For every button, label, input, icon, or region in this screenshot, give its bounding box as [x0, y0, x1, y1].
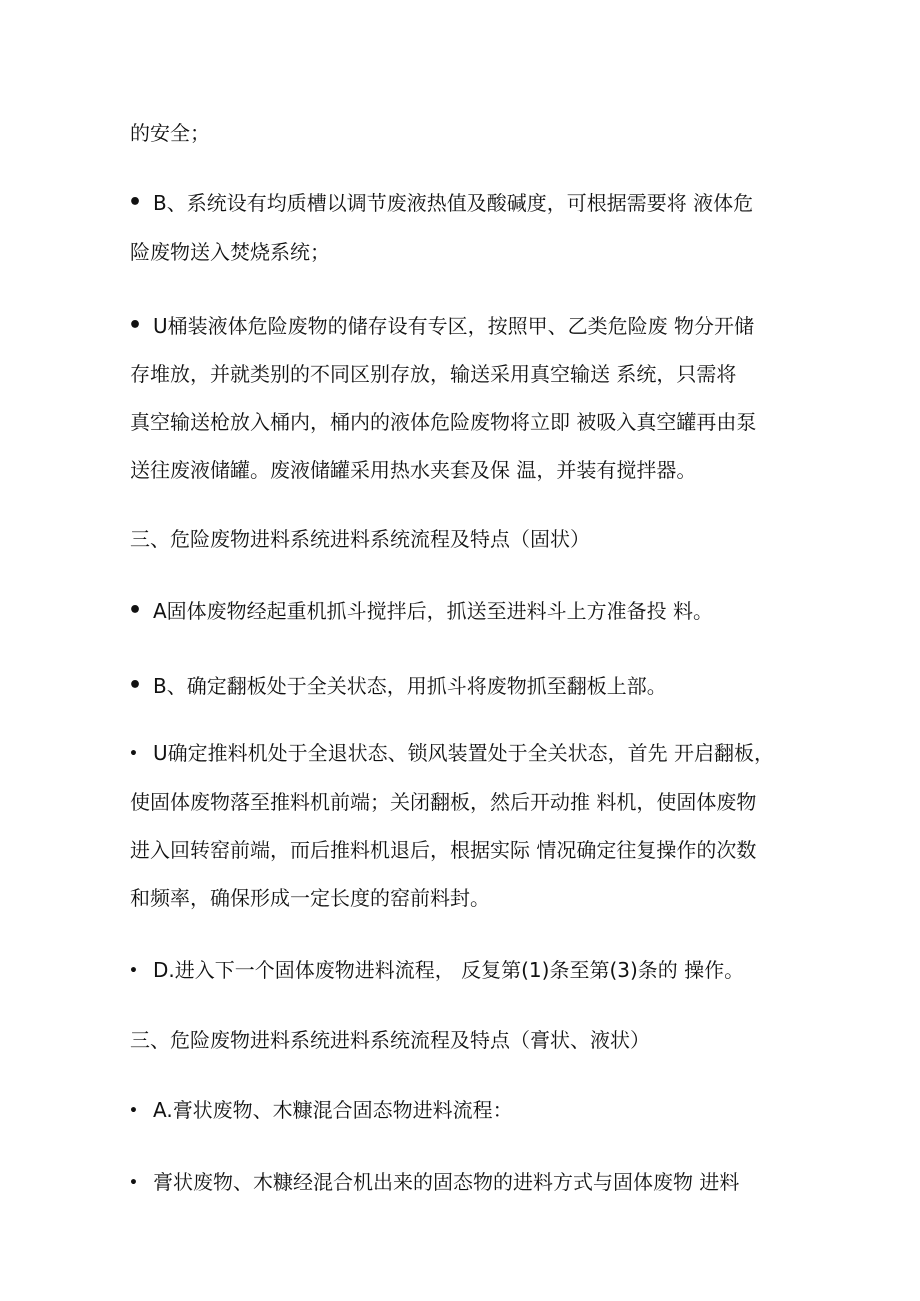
- text-line: B、系统设有均质槽以调节废液热值及酸碱度，可根据需要将 液体危: [153, 191, 754, 215]
- bullet: •: [128, 673, 143, 698]
- text-line: A固体废物经起重机抓斗搅拌后，抓送至进料斗上方准备投 料。: [153, 599, 714, 623]
- text-line: U确定推料机处于全退状态、锁风装置处于全关状态，首先 开启翻板，: [153, 741, 774, 765]
- bullet: •: [128, 598, 143, 623]
- bullet: •: [129, 746, 138, 762]
- text-line: 存堆放，并就类别的不同区别存放，输送采用真空输送 系统，只需将: [130, 362, 737, 386]
- text-line: 险废物送入焚烧系统；: [130, 240, 330, 264]
- text-line: 使固体废物落至推料机前端；关闭翻板，然后开动推 料机，使固体废物: [130, 790, 757, 814]
- bullet: •: [129, 963, 138, 979]
- text-line: U桶装液体危险废物的储存设有专区，按照甲、乙类危险废 物分开储: [153, 314, 754, 338]
- text-line: 和频率，确保形成一定长度的窑前料封。: [130, 886, 490, 910]
- section-heading: 三、危险废物进料系统进料系统流程及特点（固状）: [130, 527, 590, 551]
- bullet: •: [128, 190, 143, 215]
- text-line: D.进入下一个固体废物进料流程， 反复第(1)条至第(3)条的 操作。: [153, 958, 745, 982]
- bullet: •: [128, 313, 143, 338]
- text-line: A.膏状废物、木糠混合固态物进料流程：: [153, 1098, 513, 1122]
- text-line: B、确定翻板处于全关状态，用抓斗将废物抓至翻板上部。: [153, 674, 667, 698]
- text-line: 的安全；: [130, 121, 210, 145]
- section-heading: 三、危险废物进料系统进料系统流程及特点（膏状、液状）: [130, 1028, 650, 1052]
- bullet: •: [129, 1103, 138, 1119]
- text-line: 送往废液储罐。废液储罐采用热水夹套及保 温，并装有搅拌器。: [130, 458, 697, 482]
- text-line: 真空输送枪放入桶内，桶内的液体危险废物将立即 被吸入真空罐再由泵: [130, 410, 757, 434]
- text-line: 进入回转窑前端，而后推料机退后，根据实际 情况确定往复操作的次数: [130, 838, 757, 862]
- bullet: •: [129, 1175, 138, 1191]
- text-line: 膏状废物、木糠经混合机出来的固态物的进料方式与固体废物 进料: [153, 1170, 740, 1194]
